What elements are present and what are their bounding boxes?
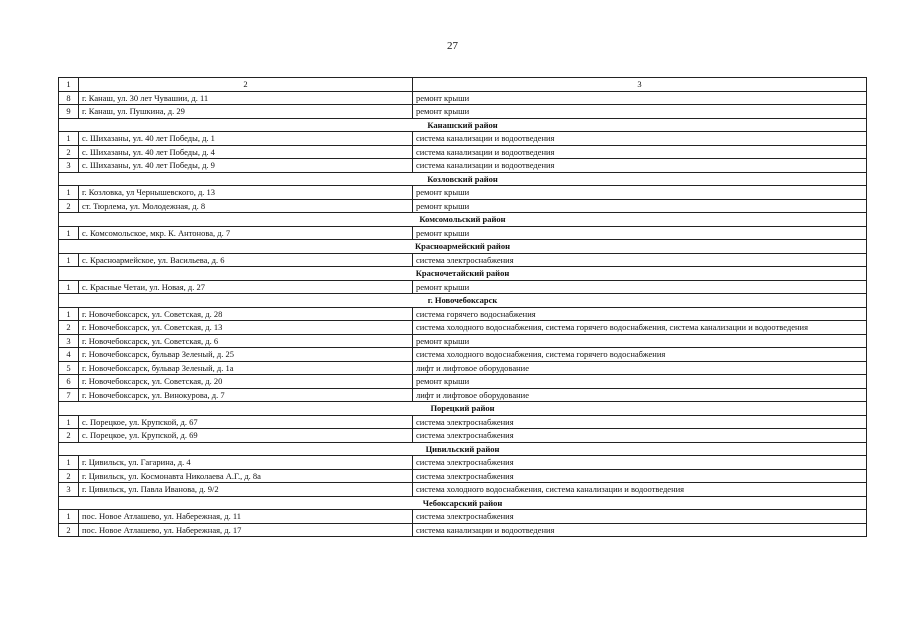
table-row: [59, 348, 867, 362]
table-row: [59, 132, 867, 146]
work-type-cell: лифт и лифтовое оборудование: [413, 388, 867, 402]
address-cell: г. Цивильск, ул. Космонавта Николаева А.Г., д. 8а: [79, 469, 413, 483]
district-header-row: [59, 402, 867, 416]
row-number-cell: 1: [59, 280, 79, 294]
column-number-row: [59, 78, 867, 92]
district-title: Порецкий район: [59, 402, 867, 416]
district-header-row: [59, 118, 867, 132]
row-number-cell: 1: [59, 253, 79, 267]
row-number-cell: 1: [59, 226, 79, 240]
address-cell: с. Шихазаны, ул. 40 лет Победы, д. 4: [79, 145, 413, 159]
row-number-cell: 1: [59, 186, 79, 200]
table-row: [59, 415, 867, 429]
row-number-cell: 9: [59, 105, 79, 119]
table-row: [59, 388, 867, 402]
row-number-cell: 1: [59, 307, 79, 321]
column-number-1: 1: [59, 78, 79, 92]
district-header-row: [59, 442, 867, 456]
work-type-cell: система электроснабжения: [413, 469, 867, 483]
district-title: Козловский район: [59, 172, 867, 186]
work-type-cell: ремонт крыши: [413, 199, 867, 213]
address-cell: ст. Тюрлема, ул. Молодежная, д. 8: [79, 199, 413, 213]
address-cell: пос. Новое Атлашево, ул. Набережная, д. 17: [79, 523, 413, 537]
work-type-cell: система электроснабжения: [413, 456, 867, 470]
work-type-cell: система электроснабжения: [413, 253, 867, 267]
work-type-cell: система горячего водоснабжения: [413, 307, 867, 321]
work-type-cell: лифт и лифтовое оборудование: [413, 361, 867, 375]
row-number-cell: 1: [59, 510, 79, 524]
table-row: [59, 145, 867, 159]
table-row: [59, 307, 867, 321]
address-cell: г. Новочебоксарск, бульвар Зеленый, д. 1а: [79, 361, 413, 375]
row-number-cell: 8: [59, 91, 79, 105]
column-number-3: 3: [413, 78, 867, 92]
district-header-row: [59, 172, 867, 186]
address-cell: г. Новочебоксарск, ул. Советская, д. 6: [79, 334, 413, 348]
address-cell: г. Цивильск, ул. Гагарина, д. 4: [79, 456, 413, 470]
work-type-cell: ремонт крыши: [413, 334, 867, 348]
row-number-cell: 3: [59, 483, 79, 497]
address-cell: с. Красные Четаи, ул. Новая, д. 27: [79, 280, 413, 294]
work-type-cell: система электроснабжения: [413, 510, 867, 524]
district-header-row: [59, 294, 867, 308]
row-number-cell: 2: [59, 523, 79, 537]
table-row: [59, 105, 867, 119]
row-number-cell: 3: [59, 334, 79, 348]
work-type-cell: ремонт крыши: [413, 105, 867, 119]
work-type-cell: ремонт крыши: [413, 280, 867, 294]
address-cell: г. Новочебоксарск, бульвар Зеленый, д. 25: [79, 348, 413, 362]
address-cell: с. Красноармейское, ул. Васильева, д. 6: [79, 253, 413, 267]
work-type-cell: система холодного водоснабжения, система горячего водоснабжения: [413, 348, 867, 362]
row-number-cell: 2: [59, 321, 79, 335]
work-type-cell: ремонт крыши: [413, 186, 867, 200]
row-number-cell: 2: [59, 469, 79, 483]
address-cell: с. Шихазаны, ул. 40 лет Победы, д. 9: [79, 159, 413, 173]
table-row: [59, 280, 867, 294]
column-number-2: 2: [79, 78, 413, 92]
address-cell: г. Козловка, ул Чернышевского, д. 13: [79, 186, 413, 200]
district-title: Канашский район: [59, 118, 867, 132]
work-type-cell: ремонт крыши: [413, 226, 867, 240]
work-type-cell: система электроснабжения: [413, 429, 867, 443]
table-row: [59, 469, 867, 483]
row-number-cell: 2: [59, 145, 79, 159]
table-row: [59, 361, 867, 375]
row-number-cell: 6: [59, 375, 79, 389]
table-row: [59, 483, 867, 497]
repair-registry-table: [58, 77, 867, 537]
address-cell: г. Новочебоксарск, ул. Советская, д. 13: [79, 321, 413, 335]
district-title: г. Новочебоксарск: [59, 294, 867, 308]
table-row: [59, 91, 867, 105]
district-title: Красночетайский район: [59, 267, 867, 281]
table-row: [59, 510, 867, 524]
work-type-cell: система канализации и водоотведения: [413, 159, 867, 173]
table-row: [59, 186, 867, 200]
district-title: Цивильский район: [59, 442, 867, 456]
address-cell: с. Комсомольское, мкр. К. Антонова, д. 7: [79, 226, 413, 240]
work-type-cell: ремонт крыши: [413, 91, 867, 105]
page-number: 27: [447, 40, 458, 52]
district-header-row: [59, 213, 867, 227]
address-cell: г. Новочебоксарск, ул. Советская, д. 20: [79, 375, 413, 389]
table-row: [59, 334, 867, 348]
table-row: [59, 429, 867, 443]
work-type-cell: система канализации и водоотведения: [413, 132, 867, 146]
row-number-cell: 2: [59, 199, 79, 213]
work-type-cell: система канализации и водоотведения: [413, 523, 867, 537]
table-row: [59, 253, 867, 267]
district-header-row: [59, 240, 867, 254]
work-type-cell: система электроснабжения: [413, 415, 867, 429]
row-number-cell: 7: [59, 388, 79, 402]
table-row: [59, 375, 867, 389]
row-number-cell: 1: [59, 132, 79, 146]
address-cell: г. Цивильск, ул. Павла Иванова, д. 9/2: [79, 483, 413, 497]
work-type-cell: система канализации и водоотведения: [413, 145, 867, 159]
table-row: [59, 456, 867, 470]
address-cell: с. Порецкое, ул. Крупской, д. 67: [79, 415, 413, 429]
district-header-row: [59, 267, 867, 281]
address-cell: г. Новочебоксарск, ул. Винокурова, д. 7: [79, 388, 413, 402]
district-title: Комсомольский район: [59, 213, 867, 227]
row-number-cell: 1: [59, 456, 79, 470]
row-number-cell: 2: [59, 429, 79, 443]
district-title: Чебоксарский район: [59, 496, 867, 510]
address-cell: г. Новочебоксарск, ул. Советская, д. 28: [79, 307, 413, 321]
table-row: [59, 523, 867, 537]
district-header-row: [59, 496, 867, 510]
table-row: [59, 159, 867, 173]
row-number-cell: 5: [59, 361, 79, 375]
address-cell: г. Канаш, ул. 30 лет Чувашии, д. 11: [79, 91, 413, 105]
row-number-cell: 3: [59, 159, 79, 173]
table-row: [59, 199, 867, 213]
table-row: [59, 226, 867, 240]
row-number-cell: 1: [59, 415, 79, 429]
registry-body: [59, 78, 867, 537]
district-title: Красноармейский район: [59, 240, 867, 254]
work-type-cell: ремонт крыши: [413, 375, 867, 389]
address-cell: с. Порецкое, ул. Крупской, д. 69: [79, 429, 413, 443]
table-row: [59, 321, 867, 335]
address-cell: г. Канаш, ул. Пушкина, д. 29: [79, 105, 413, 119]
row-number-cell: 4: [59, 348, 79, 362]
work-type-cell: система холодного водоснабжения, система горячего водоснабжения, система канализации и водоотведения: [413, 321, 867, 335]
address-cell: с. Шихазаны, ул. 40 лет Победы, д. 1: [79, 132, 413, 146]
address-cell: пос. Новое Атлашево, ул. Набережная, д. 11: [79, 510, 413, 524]
work-type-cell: система холодного водоснабжения, система канализации и водоотведения: [413, 483, 867, 497]
